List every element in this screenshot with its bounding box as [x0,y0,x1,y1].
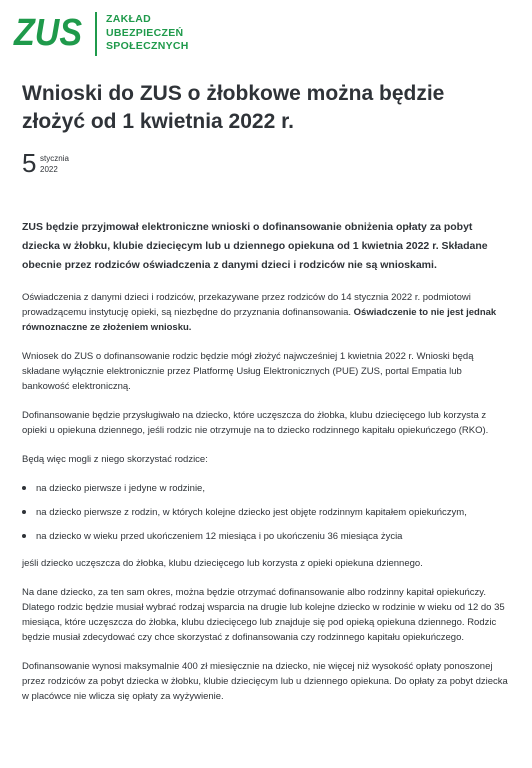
paragraph: Dofinansowanie będzie przysługiwało na dziecko, które uczęszcza do żłobka, klubu dziecięcego lub korzysta z opieki u opiekuna dziennego, jeśli rodzic nie otrzymuje na to dziecko rodzinnego kapitału opiekuńczego (RKO). [22,410,489,436]
date-month: stycznia [40,154,69,163]
list-item-text: na dziecko w wieku przed ukończeniem 12 miesiąca i po ukończeniu 36 miesiąca życia [36,531,403,542]
institution-name [106,13,256,54]
paragraph: Wniosek do ZUS o dofinansowanie rodzic będzie mógł złożyć najwcześniej 1 kwietnia 2022 r. Wnioski będą składane wyłącznie elektronicznie przez Platformę Usług Elektronicznych (PUE) ZUS, portal Empatia lub bankowość elektroniczną. [22,351,474,392]
paragraph: Na dane dziecko, za ten sam okres, można będzie otrzymać dofinansowanie albo rodzinny kapitał opiekuńczy. Dlatego rodzic będzie musiał wybrać rodzaj wsparcia na drugie lub kolejne dziecko w rodzinie w wieku od 12 do 35 miesiąca, które uczęszcza do żłobka, klubu dziecięcego lub znajduje się pod opieką opiekuna dziennego. Rodzic będzie musiał zdecydować czy chce skorzystać z dofinansowania czy rodzinnego kapitału opiekuńczego. [22,587,505,643]
paragraph: jeśli dziecko uczęszcza do żłobka, klubu dziecięcego lub korzysta z opieki opiekuna dziennego. [22,558,423,569]
institution-name-line: UBEZPIECZEŃ [106,26,184,39]
logo-divider [95,12,97,56]
bullet-icon [22,534,26,538]
list-item-text: na dziecko pierwsze z rodzin, w których kolejne dziecko jest objęte rodzinnym kapitałem opiekuńczym, [36,507,467,518]
article-body [22,218,510,718]
paragraph [22,290,510,335]
bullet-icon [22,510,26,514]
paragraph-emphasis: Oświadczenie to nie jest jednak równoznaczne ze złożeniem wniosku. [22,307,497,333]
institution-name-line: ZAKŁAD [106,13,151,25]
date-day: 5 [22,148,37,178]
article-lead: ZUS będzie przyjmował elektroniczne wnioski o dofinansowanie obniżenia opłaty za pobyt dziecka w żłobku, klubie dziecięcym lub u dziennego opiekuna od 1 kwietnia 2022 r. Składane obecnie przez rodziców oświadczenia z danymi dzieci i rodziców nie są wnioskami. [22,221,488,271]
eligibility-list [22,481,510,544]
list-item [22,481,510,496]
list-item-text: na dziecko pierwsze i jedyne w rodzinie, [36,483,205,494]
date-year: 2022 [40,165,58,174]
paragraph-text: Oświadczenia z danymi dzieci i rodziców, przekazywane przez rodziców do 14 stycznia 2022 r. podmiotowi prowadzącemu instytucję opieki, są niezbędne do przyznania dofinansowania. [22,292,471,318]
article-title: Wnioski do ZUS o żłobkowe można będzie złożyć od 1 kwietnia 2022 r. [22,82,445,133]
paragraph: Będą więc mogli z niego skorzystać rodzice: [22,454,208,465]
list-item [22,505,510,520]
zus-logo[interactable] [13,10,82,54]
bullet-icon [22,486,26,490]
institution-name-line: SPOŁECZNYCH [106,40,189,52]
zus-logo-text: ZUS [13,12,82,54]
list-item [22,529,510,544]
paragraph: Dofinansowanie wynosi maksymalnie 400 zł miesięcznie na dziecko, nie więcej niż wysokość opłaty ponoszonej przez rodziców za pobyt dziecka w żłobku, klubie dziecięcym lub u dziennego opiekuna. Do opłaty za pobyt dziecka w placówce nie wlicza się opłaty za wyżywienie. [22,661,508,702]
